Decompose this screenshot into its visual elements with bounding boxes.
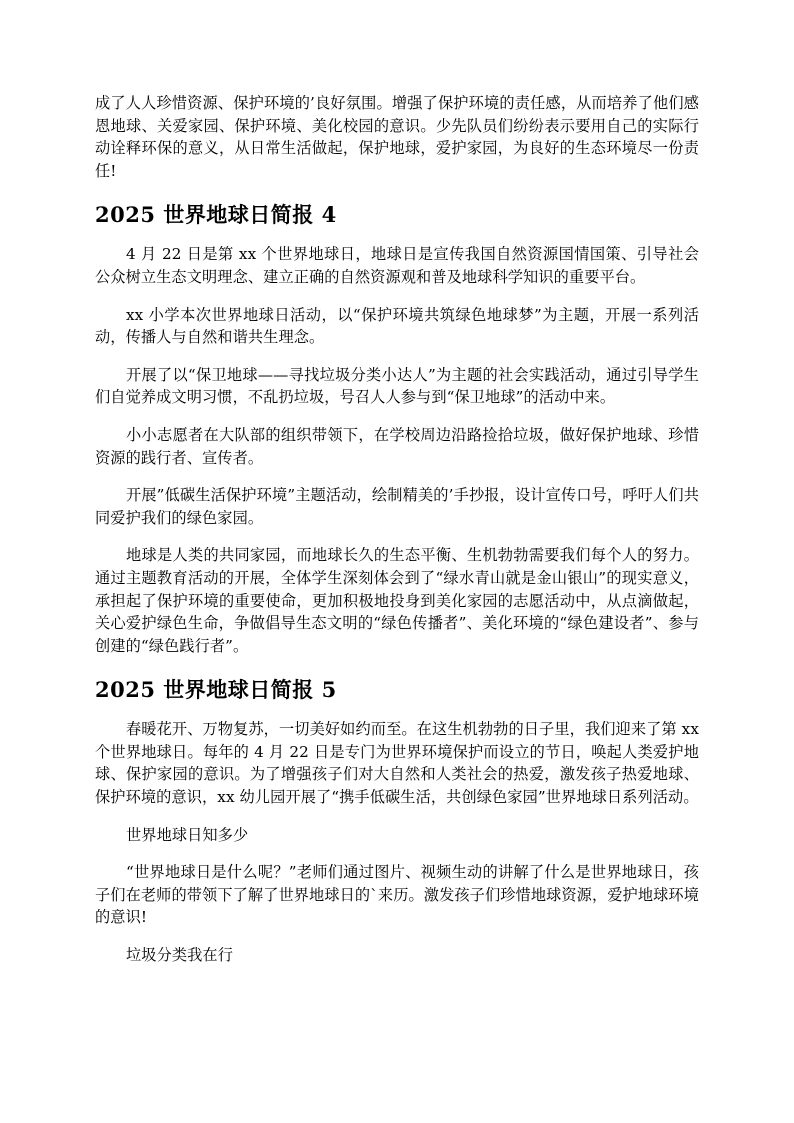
subheading: 世界地球日知多少 [126, 825, 249, 844]
paragraph: xx 小学本次世界地球日活动，以“保护环境共筑绿色地球梦”为主题，开展一系列活动，传播人与自然和谐共生理念。 [95, 305, 699, 347]
document-page [95, 92, 699, 967]
subheading: 垃圾分类我在行 [126, 946, 234, 965]
paragraph: 4 月 22 日是第 xx 个世界地球日，地球日是宣传我国自然资源国情国策、引导社会公众树立生态文明理念、建立正确的自然资源观和普及地球科学知识的重要平台。 [95, 245, 699, 286]
paragraph: 春暖花开、万物复苏，一切美好如约而至。在这生机勃勃的日子里，我们迎来了第 xx 个世界地球日。每年的 4 月 22 日是专门为世界环境保护而设立的节日，唤起人类爱护地球、保护家园的意识。为了增强孩子们对大自然和人类社会的热爱，激发孩子热爱地球、保护环境的意识，xx 幼儿园开展了“携手低碳生活，共创绿色家园”世界地球日系列活动。 [95, 720, 699, 807]
intro-paragraph: 成了人人珍惜资源、保护环境的’良好氛围。增强了保护环境的责任感，从而培养了他们感恩地球、关爱家园、保护环境、美化校园的意识。少先队员们纷纷表示要用自己的实际行动诠释环保的意义，从日常生活做起，保护地球，爱护家园，为良好的生态环境尽一份责任! [95, 94, 699, 180]
paragraph: 开展”低碳生活保护环境”主题活动，绘制精美的’手抄报，设计宣传口号，呼吁人们共同爱护我们的绿色家园。 [95, 486, 699, 527]
section-title-4: 2025 世界地球日简报 4 [95, 202, 337, 228]
section-title-5: 2025 世界地球日简报 5 [95, 677, 337, 703]
paragraph: “世界地球日是什么呢？”老师们通过图片、视频生动的讲解了什么是世界地球日，孩子们在老师的带领下了解了世界地球日的`来历。激发孩子们珍惜地球资源，爱护地球环境的意识! [95, 863, 699, 927]
paragraph: 开展了以“保卫地球——寻找垃圾分类小达人”为主题的社会实践活动，通过引导学生们自觉养成文明习惯，不乱扔垃圾，号召人人参与到“保卫地球”的活动中来。 [95, 365, 699, 407]
paragraph: 地球是人类的共同家园，而地球长久的生态平衡、生机勃勃需要我们每个人的努力。通过主题教育活动的开展，全体学生深刻体会到了“绿水青山就是金山银山”的现实意义，承担起了保护环境的重要使命，更加积极地投身到美化家园的志愿活动中，从点滴做起，关心爱护绿色生命，争做倡导生态文明的“绿色传播者”、美化环境的“绿色建设者”、参与创建的“绿色践行者”。 [95, 546, 699, 655]
paragraph: 小小志愿者在大队部的组织带领下，在学校周边沿路捡拾垃圾，做好保护地球、珍惜资源的践行者、宣传者。 [95, 425, 699, 467]
